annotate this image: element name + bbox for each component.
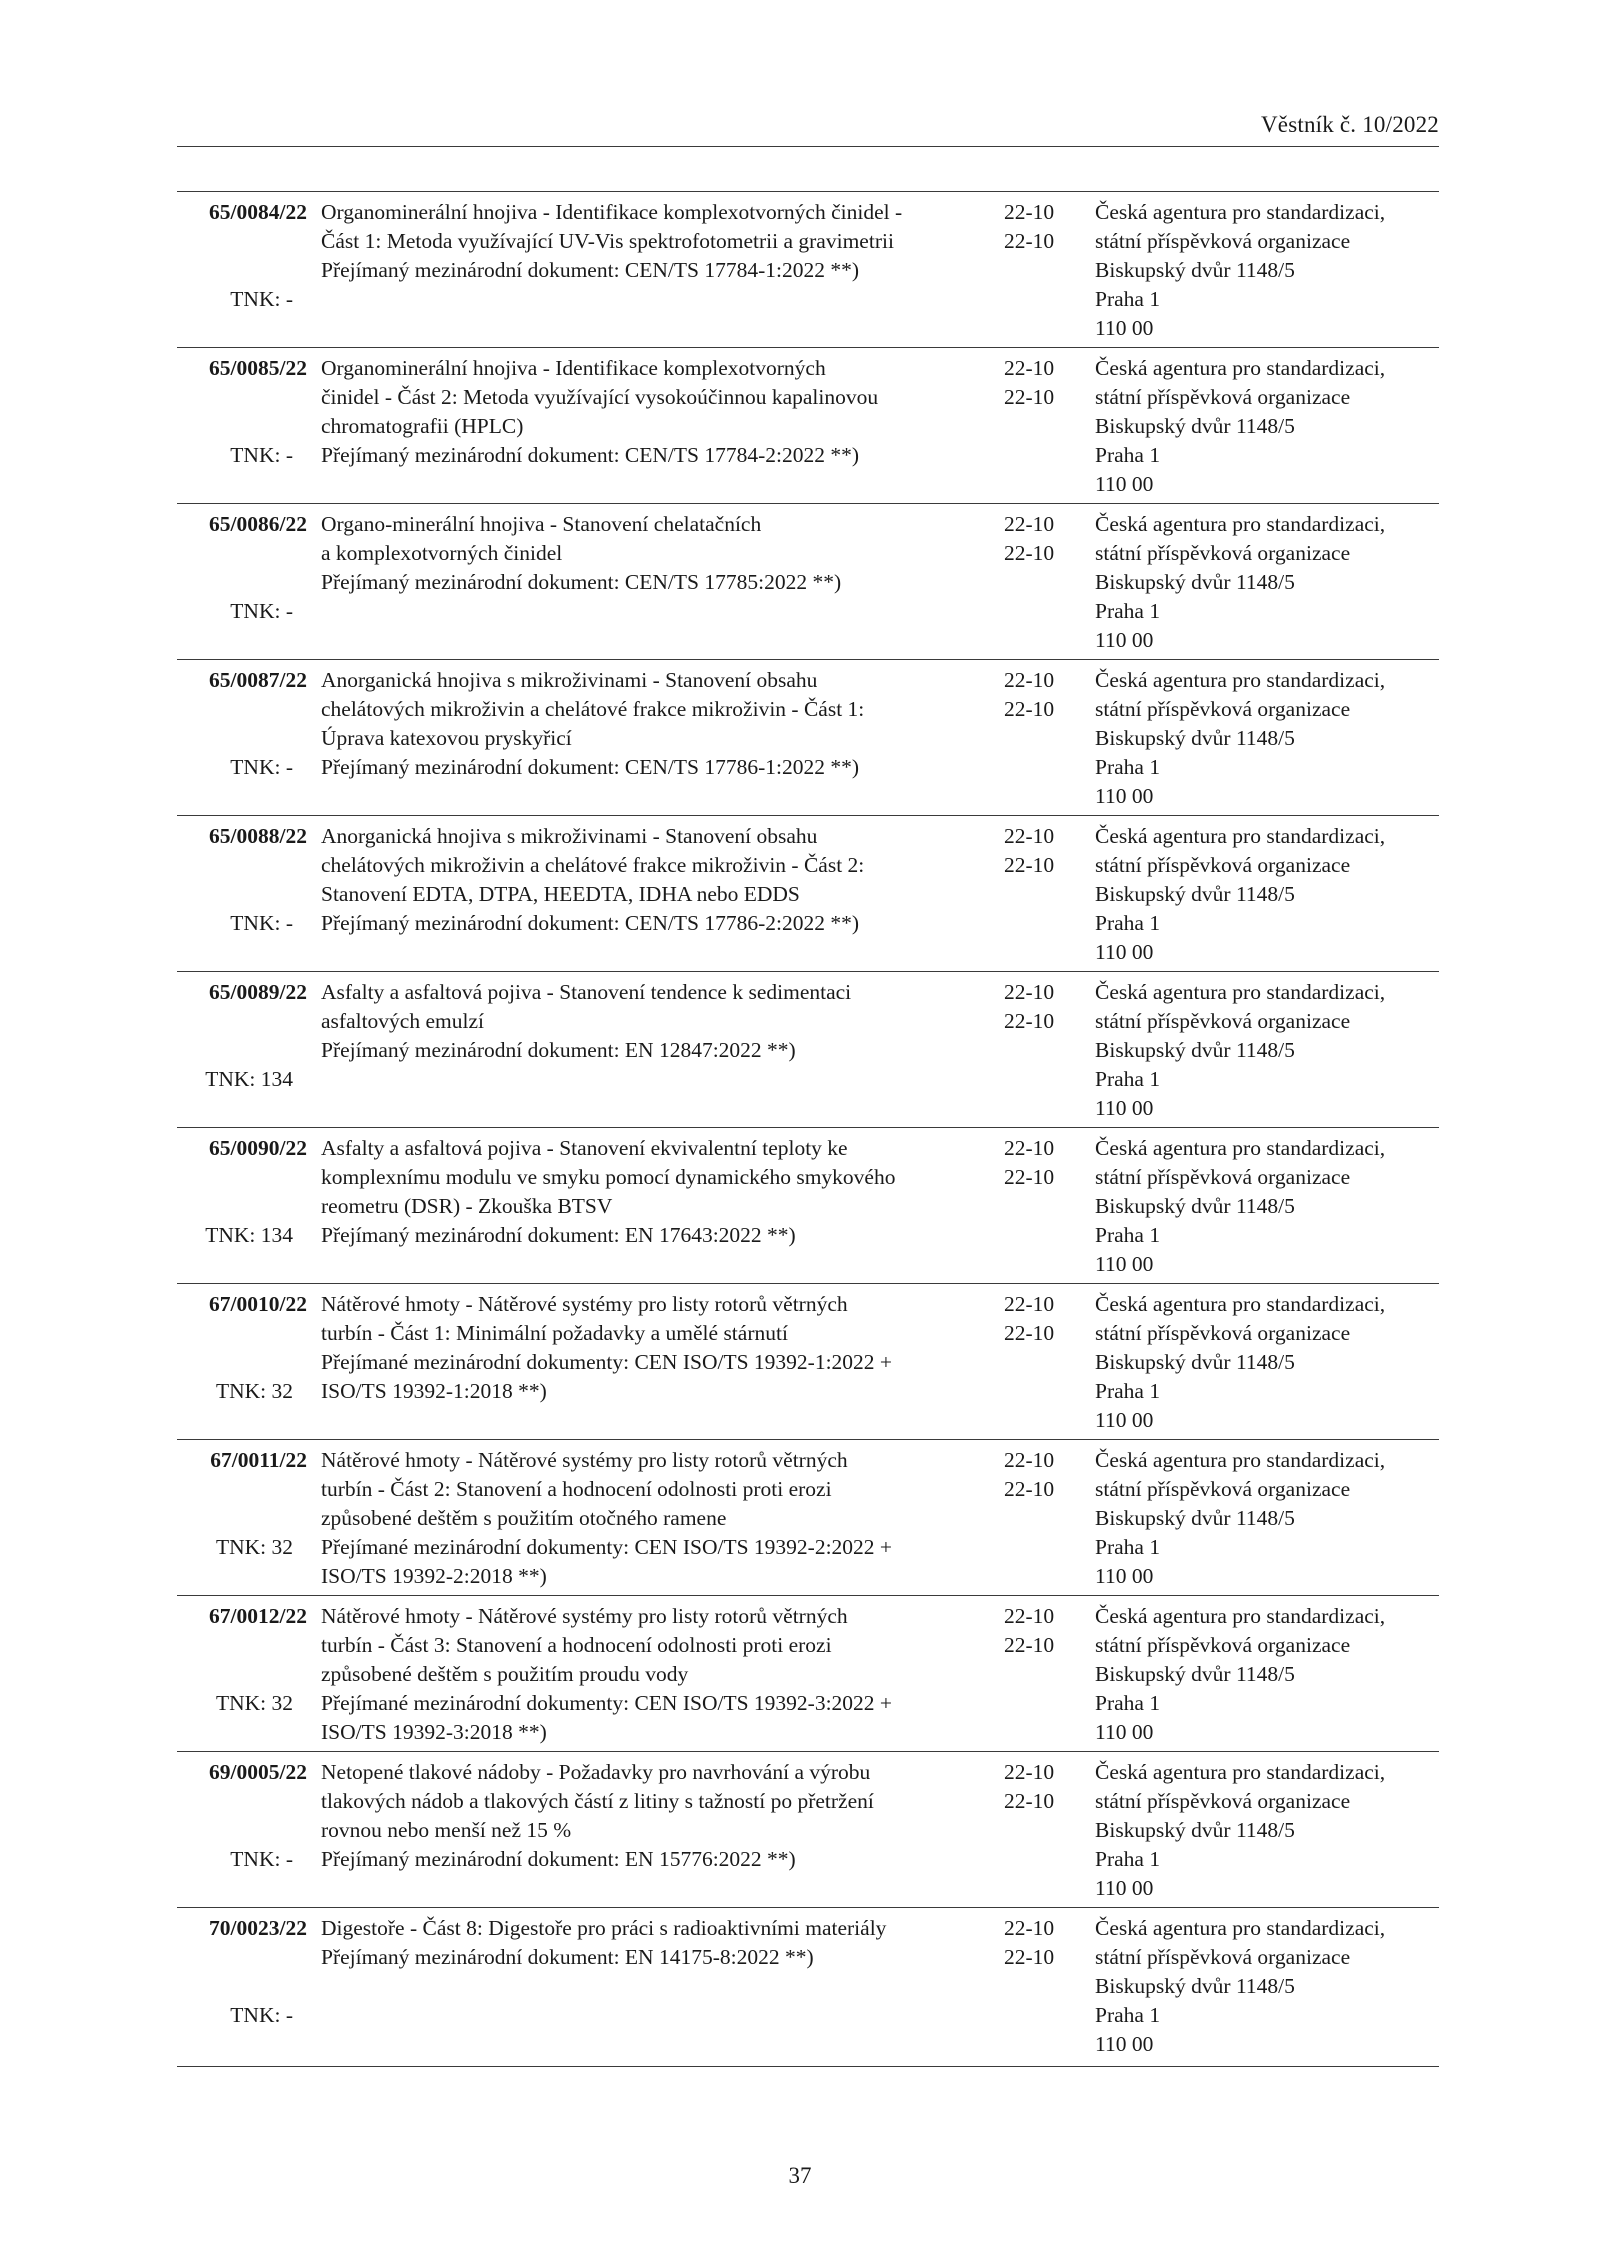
table-row: [177, 660, 1439, 816]
standard-number: 65/0090/22: [209, 1136, 307, 1160]
standard-number: 65/0084/22: [209, 200, 307, 224]
standard-description: [321, 1134, 991, 1250]
address-line: Biskupský dvůr 1148/5: [1095, 726, 1295, 750]
organization-address: [1095, 822, 1439, 967]
description-line: Přejímaný mezinárodní dokument: CEN/TS 17784-1:2022 **): [321, 258, 860, 282]
table-row: [177, 1908, 1439, 2067]
date-value: 22-10: [1004, 1136, 1055, 1160]
description-line: ISO/TS 19392-1:2018 **): [321, 1379, 547, 1403]
table-row: [177, 1128, 1439, 1284]
description-line: chromatografii (HPLC): [321, 414, 524, 438]
tnk-label: TNK: -: [230, 443, 293, 467]
organization-address: [1095, 1446, 1439, 1591]
table-row: [177, 1752, 1439, 1908]
standard-description: [321, 1446, 991, 1591]
table-row: [177, 348, 1439, 504]
date-column: [1004, 1758, 1084, 1816]
description-line: a komplexotvorných činidel: [321, 541, 563, 565]
date-value: 22-10: [1004, 668, 1055, 692]
date-value: 22-10: [1004, 1448, 1055, 1472]
standard-number: 67/0011/22: [210, 1448, 307, 1472]
page-header: [177, 112, 1439, 147]
date-column: [1004, 1134, 1084, 1192]
description-line: turbín - Část 1: Minimální požadavky a umělé stárnutí: [321, 1321, 788, 1345]
tnk-label: TNK: 32: [215, 1379, 293, 1403]
standard-number: 67/0012/22: [209, 1604, 307, 1628]
address-line: Praha 1: [1095, 1379, 1161, 1403]
address-line: 110 00: [1095, 472, 1154, 496]
page-number: 37: [788, 2163, 812, 2188]
date-value: 22-10: [1004, 980, 1055, 1004]
description-line: Organo-minerální hnojiva - Stanovení chelatačních: [321, 512, 762, 536]
address-line: Praha 1: [1095, 1223, 1161, 1247]
organization-address: [1095, 978, 1439, 1123]
organization-address: [1095, 354, 1439, 499]
table-row: [177, 1596, 1439, 1752]
description-line: Přejímaný mezinárodní dokument: EN 17643:2022 **): [321, 1223, 796, 1247]
address-line: Biskupský dvůr 1148/5: [1095, 1818, 1295, 1842]
date-column: [1004, 822, 1084, 880]
date-column: [1004, 666, 1084, 724]
date-column: [1004, 978, 1084, 1036]
description-line: Stanovení EDTA, DTPA, HEEDTA, IDHA nebo EDDS: [321, 882, 800, 906]
organization-address: [1095, 1290, 1439, 1435]
address-line: Česká agentura pro standardizaci,: [1095, 980, 1386, 1004]
address-line: státní příspěvková organizace: [1095, 541, 1351, 565]
standard-description: [321, 1602, 991, 1747]
date-value: 22-10: [1004, 385, 1055, 409]
address-line: státní příspěvková organizace: [1095, 1789, 1351, 1813]
organization-address: [1095, 510, 1439, 655]
table-row: [177, 1284, 1439, 1440]
description-line: chelátových mikroživin a chelátové frakce mikroživin - Část 1:: [321, 697, 865, 721]
standard-number: 65/0085/22: [209, 356, 307, 380]
standard-number: 65/0086/22: [209, 512, 307, 536]
description-line: turbín - Část 2: Stanovení a hodnocení odolnosti proti erozi: [321, 1477, 832, 1501]
standards-table: [177, 191, 1439, 2067]
description-line: Přejímaný mezinárodní dokument: CEN/TS 17785:2022 **): [321, 570, 842, 594]
address-line: Česká agentura pro standardizaci,: [1095, 824, 1386, 848]
address-line: státní příspěvková organizace: [1095, 1633, 1351, 1657]
description-line: Anorganická hnojiva s mikroživinami - Stanovení obsahu: [321, 668, 818, 692]
description-line: Přejímaný mezinárodní dokument: CEN/TS 17784-2:2022 **): [321, 443, 860, 467]
address-line: Praha 1: [1095, 911, 1161, 935]
date-value: 22-10: [1004, 1009, 1055, 1033]
date-column: [1004, 198, 1084, 256]
description-line: Asfalty a asfaltová pojiva - Stanovení ekvivalentní teploty ke: [321, 1136, 848, 1160]
description-line: chelátových mikroživin a chelátové frakce mikroživin - Část 2:: [321, 853, 865, 877]
date-column: [1004, 510, 1084, 568]
standard-number: 65/0089/22: [209, 980, 307, 1004]
table-row: [177, 972, 1439, 1128]
description-line: Digestoře - Část 8: Digestoře pro práci s radioaktivními materiály: [321, 1916, 887, 1940]
organization-address: [1095, 1914, 1439, 2059]
table-row: [177, 1440, 1439, 1596]
address-line: Biskupský dvůr 1148/5: [1095, 1194, 1295, 1218]
description-line: Přejímaný mezinárodní dokument: EN 12847:2022 **): [321, 1038, 796, 1062]
date-value: 22-10: [1004, 229, 1055, 253]
standard-description: [321, 666, 991, 782]
address-line: 110 00: [1095, 940, 1154, 964]
tnk-label: TNK: -: [230, 755, 293, 779]
description-line: tlakových nádob a tlakových částí z litiny s tažností po přetržení: [321, 1789, 874, 1813]
tnk-label: TNK: -: [230, 599, 293, 623]
description-line: Přejímaný mezinárodní dokument: EN 15776:2022 **): [321, 1847, 796, 1871]
description-line: rovnou nebo menší než 15 %: [321, 1818, 572, 1842]
date-value: 22-10: [1004, 1604, 1055, 1628]
address-line: 110 00: [1095, 628, 1154, 652]
description-line: Přejímaný mezinárodní dokument: CEN/TS 17786-2:2022 **): [321, 911, 860, 935]
standard-number: 65/0087/22: [209, 668, 307, 692]
standard-description: [321, 1758, 991, 1874]
address-line: státní příspěvková organizace: [1095, 1321, 1351, 1345]
address-line: Biskupský dvůr 1148/5: [1095, 1506, 1295, 1530]
description-line: ISO/TS 19392-2:2018 **): [321, 1564, 547, 1588]
address-line: Praha 1: [1095, 599, 1161, 623]
date-value: 22-10: [1004, 1760, 1055, 1784]
description-line: ISO/TS 19392-3:2018 **): [321, 1720, 547, 1744]
date-value: 22-10: [1004, 1165, 1055, 1189]
description-line: Přejímané mezinárodní dokumenty: CEN ISO/TS 19392-3:2022 +: [321, 1691, 893, 1715]
address-line: 110 00: [1095, 1564, 1154, 1588]
address-line: 110 00: [1095, 1096, 1154, 1120]
table-row: [177, 816, 1439, 972]
date-value: 22-10: [1004, 1321, 1055, 1345]
description-line: Asfalty a asfaltová pojiva - Stanovení tendence k sedimentaci: [321, 980, 852, 1004]
address-line: Biskupský dvůr 1148/5: [1095, 1974, 1295, 1998]
standard-number: 70/0023/22: [209, 1916, 307, 1940]
standard-description: [321, 354, 991, 470]
address-line: Česká agentura pro standardizaci,: [1095, 1604, 1386, 1628]
organization-address: [1095, 1758, 1439, 1903]
standard-number: 67/0010/22: [209, 1292, 307, 1316]
date-column: [1004, 1914, 1084, 1972]
description-line: Úprava katexovou pryskyřicí: [321, 726, 572, 750]
date-value: 22-10: [1004, 512, 1055, 536]
address-line: Česká agentura pro standardizaci,: [1095, 200, 1386, 224]
address-line: státní příspěvková organizace: [1095, 853, 1351, 877]
address-line: státní příspěvková organizace: [1095, 385, 1351, 409]
address-line: Praha 1: [1095, 287, 1161, 311]
address-line: Česká agentura pro standardizaci,: [1095, 512, 1386, 536]
description-line: turbín - Část 3: Stanovení a hodnocení odolnosti proti erozi: [321, 1633, 832, 1657]
description-line: způsobené deštěm s použitím proudu vody: [321, 1662, 689, 1686]
address-line: 110 00: [1095, 1252, 1154, 1276]
date-column: [1004, 1602, 1084, 1660]
description-line: asfaltových emulzí: [321, 1009, 484, 1033]
organization-address: [1095, 1602, 1439, 1747]
organization-address: [1095, 666, 1439, 811]
tnk-label: TNK: -: [230, 911, 293, 935]
date-column: [1004, 1290, 1084, 1348]
description-line: Netopené tlakové nádoby - Požadavky pro navrhování a výrobu: [321, 1760, 871, 1784]
address-line: státní příspěvková organizace: [1095, 697, 1351, 721]
address-line: Biskupský dvůr 1148/5: [1095, 1350, 1295, 1374]
description-line: Část 1: Metoda využívající UV-Vis spektrofotometrii a gravimetrii: [321, 229, 894, 253]
date-value: 22-10: [1004, 1789, 1055, 1813]
bulletin-title: Věstník č. 10/2022: [1261, 112, 1439, 137]
description-line: činidel - Část 2: Metoda využívající vysokoúčinnou kapalinovou: [321, 385, 879, 409]
standard-number: 69/0005/22: [209, 1760, 307, 1784]
address-line: 110 00: [1095, 316, 1154, 340]
date-value: 22-10: [1004, 541, 1055, 565]
address-line: 110 00: [1095, 1408, 1154, 1432]
description-line: komplexnímu modulu ve smyku pomocí dynamického smykového: [321, 1165, 896, 1189]
address-line: Biskupský dvůr 1148/5: [1095, 414, 1295, 438]
description-line: Nátěrové hmoty - Nátěrové systémy pro listy rotorů větrných: [321, 1448, 848, 1472]
description-line: Nátěrové hmoty - Nátěrové systémy pro listy rotorů větrných: [321, 1604, 848, 1628]
date-column: [1004, 354, 1084, 412]
standard-description: [321, 198, 991, 285]
date-column: [1004, 1446, 1084, 1504]
date-value: 22-10: [1004, 1633, 1055, 1657]
address-line: Česká agentura pro standardizaci,: [1095, 1760, 1386, 1784]
address-line: státní příspěvková organizace: [1095, 1477, 1351, 1501]
description-line: Přejímané mezinárodní dokumenty: CEN ISO/TS 19392-1:2022 +: [321, 1350, 893, 1374]
date-value: 22-10: [1004, 853, 1055, 877]
address-line: Biskupský dvůr 1148/5: [1095, 1662, 1295, 1686]
address-line: Česká agentura pro standardizaci,: [1095, 1448, 1386, 1472]
date-value: 22-10: [1004, 1477, 1055, 1501]
address-line: 110 00: [1095, 784, 1154, 808]
date-value: 22-10: [1004, 697, 1055, 721]
description-line: Organominerální hnojiva - Identifikace komplexotvorných: [321, 356, 826, 380]
date-value: 22-10: [1004, 1292, 1055, 1316]
address-line: Biskupský dvůr 1148/5: [1095, 570, 1295, 594]
description-line: Přejímaný mezinárodní dokument: CEN/TS 17786-1:2022 **): [321, 755, 860, 779]
address-line: Praha 1: [1095, 1067, 1161, 1091]
table-row: [177, 504, 1439, 660]
address-line: Česká agentura pro standardizaci,: [1095, 1916, 1386, 1940]
date-value: 22-10: [1004, 356, 1055, 380]
address-line: 110 00: [1095, 2032, 1154, 2056]
address-line: Praha 1: [1095, 1535, 1161, 1559]
address-line: Česká agentura pro standardizaci,: [1095, 1136, 1386, 1160]
address-line: Biskupský dvůr 1148/5: [1095, 1038, 1295, 1062]
address-line: Praha 1: [1095, 755, 1161, 779]
description-line: Nátěrové hmoty - Nátěrové systémy pro listy rotorů větrných: [321, 1292, 848, 1316]
address-line: státní příspěvková organizace: [1095, 1009, 1351, 1033]
address-line: 110 00: [1095, 1720, 1154, 1744]
description-line: Přejímaný mezinárodní dokument: EN 14175-8:2022 **): [321, 1945, 814, 1969]
description-line: reometru (DSR) - Zkouška BTSV: [321, 1194, 613, 1218]
description-line: způsobené deštěm s použitím otočného ramene: [321, 1506, 727, 1530]
table-row: [177, 192, 1439, 348]
date-value: 22-10: [1004, 1945, 1055, 1969]
tnk-label: TNK: 32: [215, 1691, 293, 1715]
address-line: Česká agentura pro standardizaci,: [1095, 1292, 1386, 1316]
description-line: Organominerální hnojiva - Identifikace komplexotvorných činidel -: [321, 200, 903, 224]
standard-description: [321, 1914, 991, 1972]
address-line: Česká agentura pro standardizaci,: [1095, 668, 1386, 692]
tnk-label: TNK: -: [230, 287, 293, 311]
tnk-label: TNK: 32: [215, 1535, 293, 1559]
date-value: 22-10: [1004, 1916, 1055, 1940]
address-line: státní příspěvková organizace: [1095, 1165, 1351, 1189]
address-line: státní příspěvková organizace: [1095, 1945, 1351, 1969]
tnk-label: TNK: 134: [205, 1223, 293, 1247]
address-line: Praha 1: [1095, 443, 1161, 467]
address-line: Biskupský dvůr 1148/5: [1095, 882, 1295, 906]
description-line: Přejímané mezinárodní dokumenty: CEN ISO/TS 19392-2:2022 +: [321, 1535, 893, 1559]
organization-address: [1095, 1134, 1439, 1279]
address-line: Praha 1: [1095, 2003, 1161, 2027]
address-line: Česká agentura pro standardizaci,: [1095, 356, 1386, 380]
address-line: Praha 1: [1095, 1847, 1161, 1871]
address-line: státní příspěvková organizace: [1095, 229, 1351, 253]
address-line: Praha 1: [1095, 1691, 1161, 1715]
description-line: Anorganická hnojiva s mikroživinami - Stanovení obsahu: [321, 824, 818, 848]
standard-number: 65/0088/22: [209, 824, 307, 848]
standard-description: [321, 822, 991, 938]
tnk-label: TNK: 134: [205, 1067, 293, 1091]
date-value: 22-10: [1004, 824, 1055, 848]
address-line: 110 00: [1095, 1876, 1154, 1900]
standard-description: [321, 510, 991, 597]
standard-description: [321, 1290, 991, 1406]
tnk-label: TNK: -: [230, 2003, 293, 2027]
date-value: 22-10: [1004, 200, 1055, 224]
tnk-label: TNK: -: [230, 1847, 293, 1871]
organization-address: [1095, 198, 1439, 343]
standard-description: [321, 978, 991, 1065]
address-line: Biskupský dvůr 1148/5: [1095, 258, 1295, 282]
